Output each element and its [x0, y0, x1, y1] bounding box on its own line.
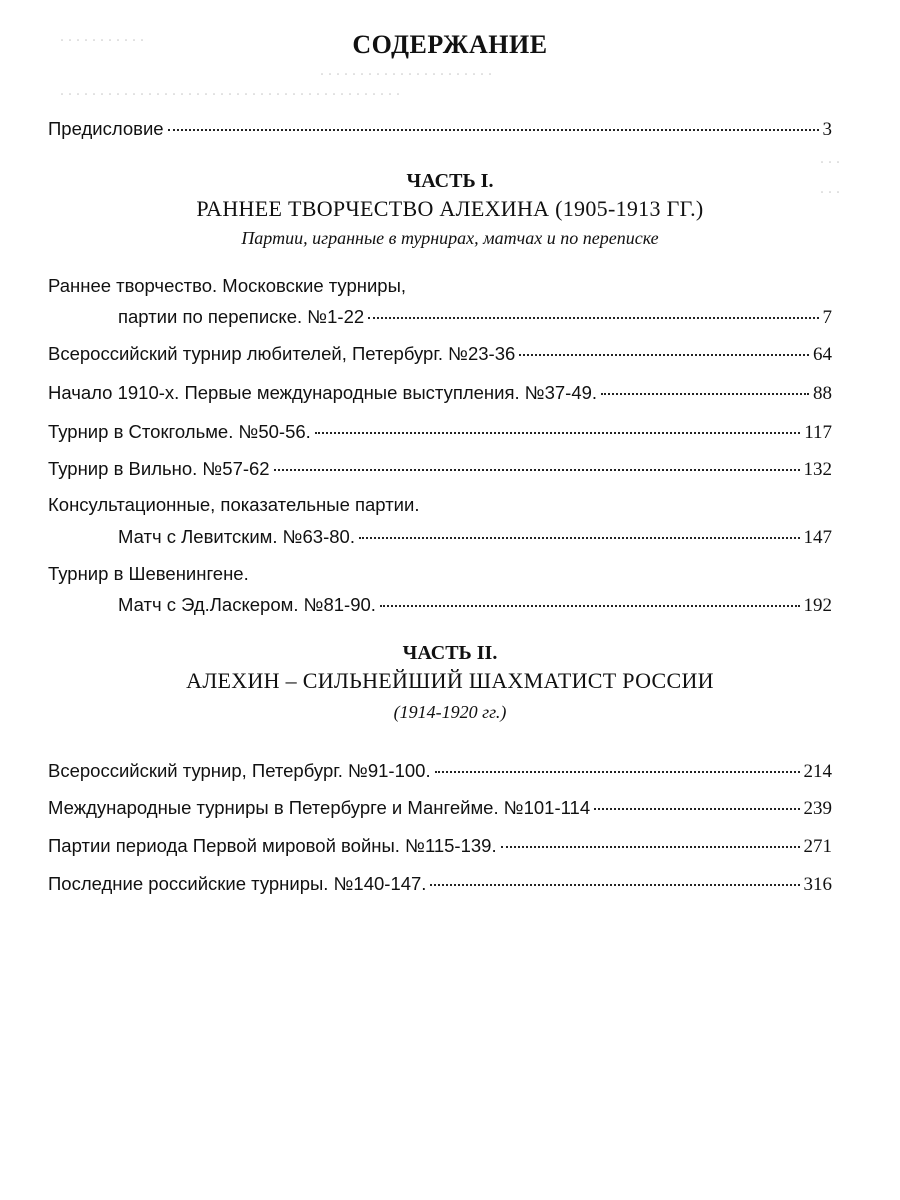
bleed-through-text: . . . . . . . . . . . . . . . . . . . . . . . . . . . . . . . . . . . . . . . . . . .	[60, 82, 400, 99]
toc-entry-label: Международные турниры в Петербурге и Мангейме. №101-114	[48, 797, 591, 818]
toc-page-number: 117	[804, 422, 832, 443]
toc-page-number: 132	[803, 459, 832, 480]
toc-page-number: 239	[803, 798, 832, 819]
toc-entry[interactable]	[48, 835, 832, 863]
toc-entry-label: Начало 1910-х. Первые международные выступления. №37-49.	[48, 382, 598, 403]
dot-leader	[315, 432, 800, 434]
toc-entry[interactable]	[118, 306, 832, 334]
bleed-through-text: . . .	[820, 180, 840, 197]
toc-entry-label: Партии периода Первой мировой войны. №115-139.	[48, 835, 497, 856]
toc-entry-label: Всероссийский турнир любителей, Петербург. №23-36	[48, 343, 516, 364]
dot-leader	[594, 808, 799, 810]
bleed-through-text: . . . . . . . . . . . . . . . . . . . . . .	[320, 62, 492, 79]
toc-entry[interactable]	[48, 382, 832, 410]
toc-entry[interactable]	[48, 797, 832, 825]
toc-page-number: 214	[803, 761, 832, 782]
bleed-through-text: . . . . . . . . . . .	[60, 28, 144, 45]
dot-leader	[274, 469, 800, 471]
toc-entry-label: Турнир в Стокгольме. №50-56.	[48, 421, 311, 442]
toc-entry-label: Предисловие	[48, 118, 164, 139]
bleed-through-text: . . .	[820, 150, 840, 167]
toc-entry-label: Последние российские турниры. №140-147.	[48, 873, 427, 894]
toc-page-number: 147	[803, 527, 832, 548]
toc-page-number: 316	[803, 874, 832, 895]
toc-page-number: 7	[822, 307, 832, 328]
dot-leader	[435, 771, 800, 773]
toc-entry-line1: Турнир в Шевенингене.	[48, 563, 249, 584]
part-1-title: РАННЕЕ ТВОРЧЕСТВО АЛЕХИНА (1905-1913 ГГ.)	[196, 196, 704, 221]
page-title: СОДЕРЖАНИЕ	[352, 30, 548, 59]
dot-leader	[380, 605, 800, 607]
part-2-title: АЛЕХИН – СИЛЬНЕЙШИЙ ШАХМАТИСТ РОССИИ	[186, 668, 714, 693]
dot-leader	[368, 317, 818, 319]
dot-leader	[501, 846, 800, 848]
toc-entry-line1: Консультационные, показательные партии.	[48, 494, 420, 515]
toc-entry-line1: Раннее творчество. Московские турниры,	[48, 275, 407, 296]
toc-entry-preface[interactable]	[48, 118, 832, 146]
toc-entry-label: Матч с Эд.Ласкером. №81-90.	[118, 594, 376, 615]
part-2-label: ЧАСТЬ II.	[402, 642, 498, 664]
dot-leader	[601, 393, 809, 395]
toc-entry[interactable]	[118, 594, 832, 622]
dot-leader	[430, 884, 799, 886]
toc-page-number: 192	[803, 595, 832, 616]
toc-entry[interactable]	[48, 421, 832, 449]
toc-page-number: 64	[813, 344, 832, 365]
toc-entry-label: Турнир в Вильно. №57-62	[48, 458, 270, 479]
part-1-label: ЧАСТЬ I.	[406, 170, 494, 192]
part-1-subtitle: Партии, игранные в турнирах, матчах и по переписке	[241, 228, 659, 248]
toc-entry[interactable]	[48, 760, 832, 788]
toc-entry-label: Всероссийский турнир, Петербург. №91-100.	[48, 760, 431, 781]
dot-leader	[168, 129, 819, 131]
dot-leader	[519, 354, 809, 356]
toc-page-number: 3	[822, 119, 832, 140]
toc-entry-label: Матч с Левитским. №63-80.	[118, 526, 355, 547]
part-2-subtitle: (1914-1920 гг.)	[393, 702, 507, 722]
toc-page-number: 271	[803, 836, 832, 857]
toc-page-number: 88	[813, 383, 832, 404]
toc-entry[interactable]	[48, 458, 832, 486]
toc-entry[interactable]	[48, 873, 832, 901]
toc-entry[interactable]	[118, 526, 832, 554]
dot-leader	[359, 537, 800, 539]
toc-entry-label: партии по переписке. №1-22	[118, 306, 365, 327]
toc-entry[interactable]	[48, 343, 832, 371]
